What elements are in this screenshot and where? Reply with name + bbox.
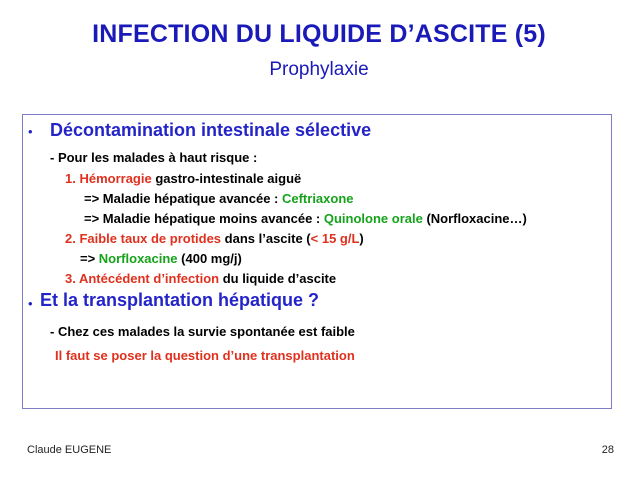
sub-3-green: Norfloxacine [98,251,178,266]
item-3-red: 3. Antécédent d’infection [65,271,220,286]
slide-title: INFECTION DU LIQUIDE D’ASCITE (5) [92,20,546,48]
sub-1-prefix: => Maladie hépatique avancée : [84,191,282,206]
footer-author: Claude EUGENE [27,444,112,456]
bullet-heading-transplantation: Et la transplantation hépatique ? [40,290,320,310]
transplant-question-line: Il faut se poser la question d’une transplantation [55,348,355,363]
item-2-end: ) [359,231,364,246]
item-1-num: 1. [65,171,80,186]
intro-line: - Pour les malades à haut risque : [50,150,258,165]
slide-subtitle: Prophylaxie [269,59,369,80]
sub-3-prefix: => [80,251,99,266]
item-1-line [65,171,301,186]
item-2-red1: 2. Faible taux de protides [65,231,222,246]
bullet-heading-decontamination: Décontamination intestinale sélective [50,120,372,140]
sub-2-line [84,211,527,226]
sub-2-green: Quinolone orale [323,211,423,226]
bullet-marker-1: • [28,124,33,139]
item-2-line [65,231,364,246]
bullet-marker-2: • [28,296,33,311]
page-number: 28 [601,444,614,456]
survival-line: - Chez ces malades la survie spontanée est faible [50,324,355,339]
item-1-red: Hémorragie [79,171,152,186]
sub-1-line [84,191,354,206]
sub-3-line [80,251,242,266]
item-2-mid: dans l’ascite ( [221,231,311,246]
item-3-line [65,271,336,286]
sub-1-green: Ceftriaxone [281,191,354,206]
item-3-rest: du liquide d’ascite [219,271,337,286]
item-2-red2: < 15 g/L [310,231,360,246]
sub-3-suffix: (400 mg/j) [177,251,242,266]
item-1-rest: gastro-intestinale aiguë [151,171,302,186]
sub-2-suffix: (Norfloxacine…) [422,211,527,226]
sub-2-prefix: => Maladie hépatique moins avancée : [84,211,324,226]
